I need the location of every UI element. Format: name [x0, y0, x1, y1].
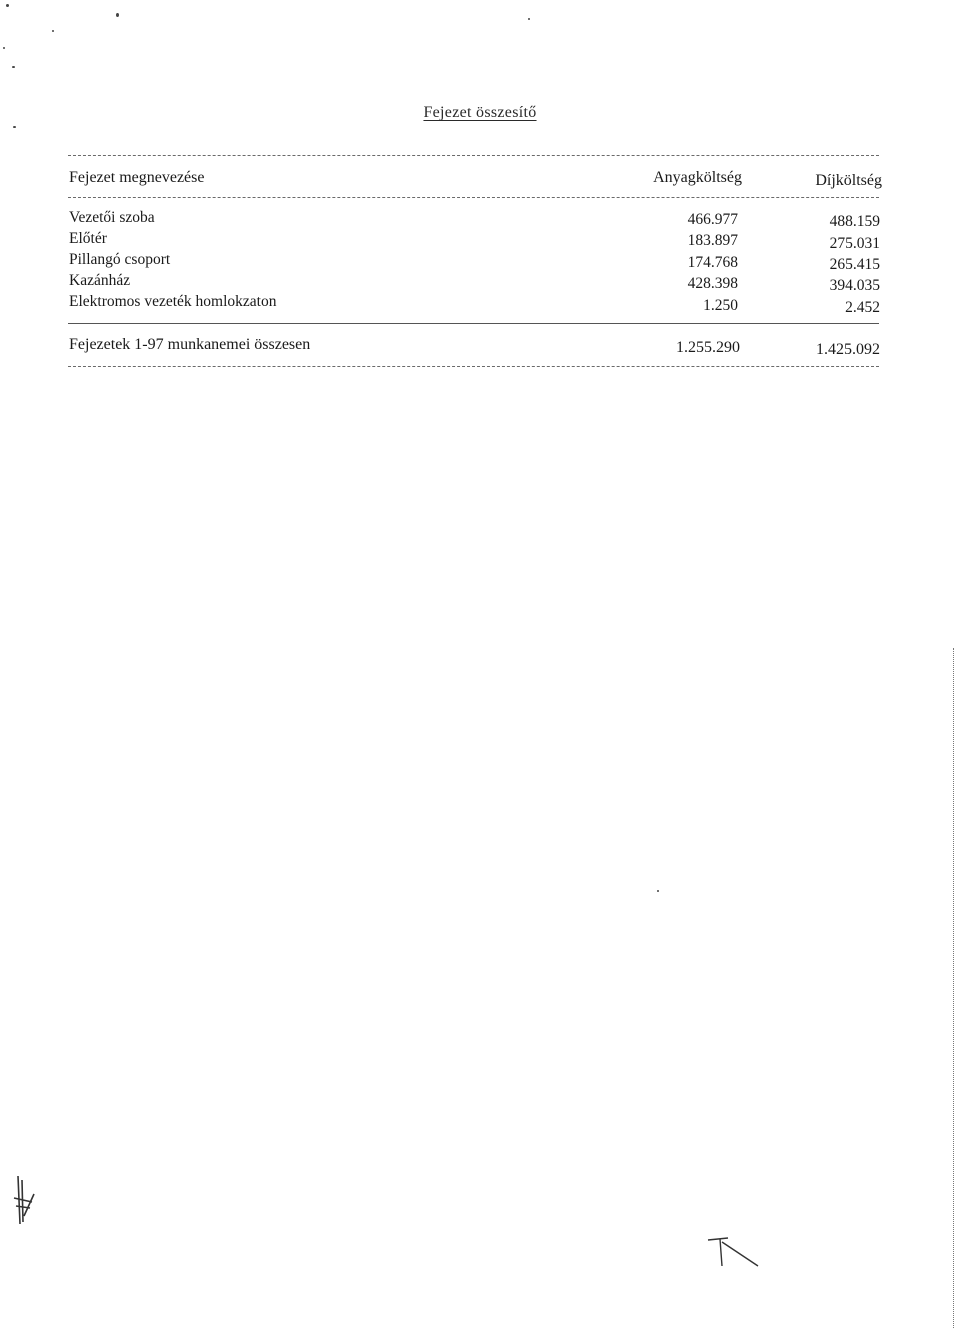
- row-fee: 488.159: [829, 213, 880, 230]
- row-fee: 265.415: [829, 256, 880, 273]
- header-bottom-rule: [68, 197, 879, 198]
- row-material: 174.768: [687, 254, 738, 271]
- row-fee: 2.452: [845, 299, 880, 316]
- total-material: 1.255.290: [676, 339, 740, 356]
- row-material: 183.897: [687, 232, 738, 249]
- header-top-rule: [68, 155, 879, 156]
- row-name: Vezetői szoba: [69, 209, 155, 226]
- scan-margin-line: [953, 648, 954, 1328]
- total-fee: 1.425.092: [816, 341, 880, 358]
- total-label: Fejezetek 1-97 munkanemei összesen: [69, 336, 311, 353]
- row-name: Kazánház: [69, 272, 131, 289]
- total-bottom-rule: [68, 366, 879, 367]
- row-fee: 275.031: [829, 235, 880, 252]
- scan-speck: [52, 30, 54, 32]
- scan-speck: [13, 126, 16, 128]
- row-material: 428.398: [687, 275, 738, 292]
- column-header-fee: Díjköltség: [815, 172, 882, 189]
- scan-speck: [3, 47, 5, 49]
- scan-speck: [657, 890, 659, 892]
- row-material: 466.977: [687, 211, 738, 228]
- handwritten-mark: [706, 1232, 766, 1272]
- page-title: Fejezet összesítő: [423, 104, 537, 121]
- row-fee: 394.035: [829, 277, 880, 294]
- scan-speck: [12, 66, 15, 68]
- row-material: 1.250: [703, 297, 738, 314]
- scan-speck: [528, 18, 530, 20]
- column-header-name: Fejezet megnevezése: [69, 169, 205, 186]
- total-top-rule: [68, 323, 879, 324]
- row-name: Elektromos vezeték homlokzaton: [69, 293, 277, 310]
- row-name: Előtér: [69, 230, 107, 247]
- handwritten-mark: [8, 1172, 38, 1232]
- scan-speck: [6, 4, 9, 7]
- scan-speck: [116, 13, 119, 17]
- column-header-material: Anyagköltség: [653, 169, 742, 186]
- row-name: Pillangó csoport: [69, 251, 171, 268]
